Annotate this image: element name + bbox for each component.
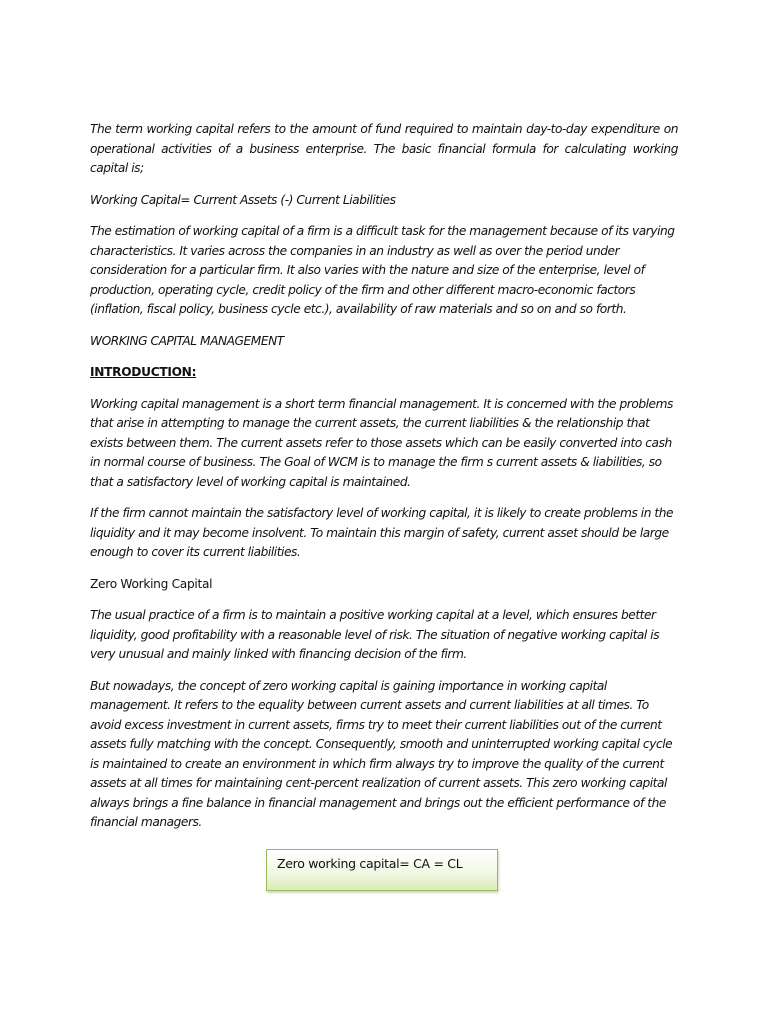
- zero-working-capital-formula-box: Zero working capital= CA = CL: [266, 849, 498, 891]
- paragraph-wcm: Working capital management is a short term financial management. It is concerned with the problems that arise in attempting to manage the current assets, the current liabilities & the relationship that exists between them. The current assets refer to those assets which can be easily converted into cash in normal course of business. The Goal of WCM is to manage the firm s current assets & liabilities, so that a satisfactory level of working capital is maintained.: [90, 396, 673, 489]
- paragraph-estimation: The estimation of working capital of a firm is a difficult task for the management because of its varying characteristics. It varies across the companies in an industry as well as over the period under consideration for a particular firm. It also varies with the nature and size of the enterprise, level of production, operating cycle, credit policy of the firm and other different macro-economic factors (inflation, fiscal policy, business cycle etc.), availability of raw materials and so on and so forth.: [90, 224, 675, 316]
- zero-working-capital-heading: Zero Working Capital: [90, 576, 213, 591]
- section-title: WORKING CAPITAL MANAGEMENT: [90, 333, 284, 348]
- formula-line: Working Capital= Current Assets (-) Current Liabilities: [90, 192, 396, 207]
- document-body: [90, 120, 678, 845]
- paragraph-insolvent: If the firm cannot maintain the satisfactory level of working capital, it is likely to create problems in the liquidity and it may become insolvent. To maintain this margin of safety, current asset should be large enough to cover its current liabilities.: [90, 506, 674, 559]
- introduction-heading: [90, 363, 678, 383]
- introduction-heading-text: INTRODUCTION: [90, 365, 192, 379]
- paragraph-nowadays: But nowadays, the concept of zero working capital is gaining importance in working capital management. It refers to the equality between current assets and current liabilities at all times. To avoid excess investment in current assets, firms try to meet their current liabilities out of the current assets fully matching with the concept. Consequently, smooth and uninterrupted working capital cycle is maintained to create an environment in which firm always try to improve the quality of the current assets at all times for maintaining cent-percent realization of current assets. This zero working capital always brings a fine balance in financial management and brings out the efficient performance of the financial managers.: [90, 678, 673, 829]
- introduction-heading-colon: :: [191, 365, 197, 379]
- paragraph-usual-practice: The usual practice of a firm is to maintain a positive working capital at a level, which ensures better liquidity, good profitability with a reasonable level of risk. The situation of negative working capital is very unusual and mainly linked with financing decision of the firm.: [90, 608, 660, 661]
- paragraph-intro: The term working capital refers to the amount of fund required to maintain day-to-day expenditure on operational activities of a business enterprise. The basic financial formula for calculating working capital is;: [90, 122, 678, 175]
